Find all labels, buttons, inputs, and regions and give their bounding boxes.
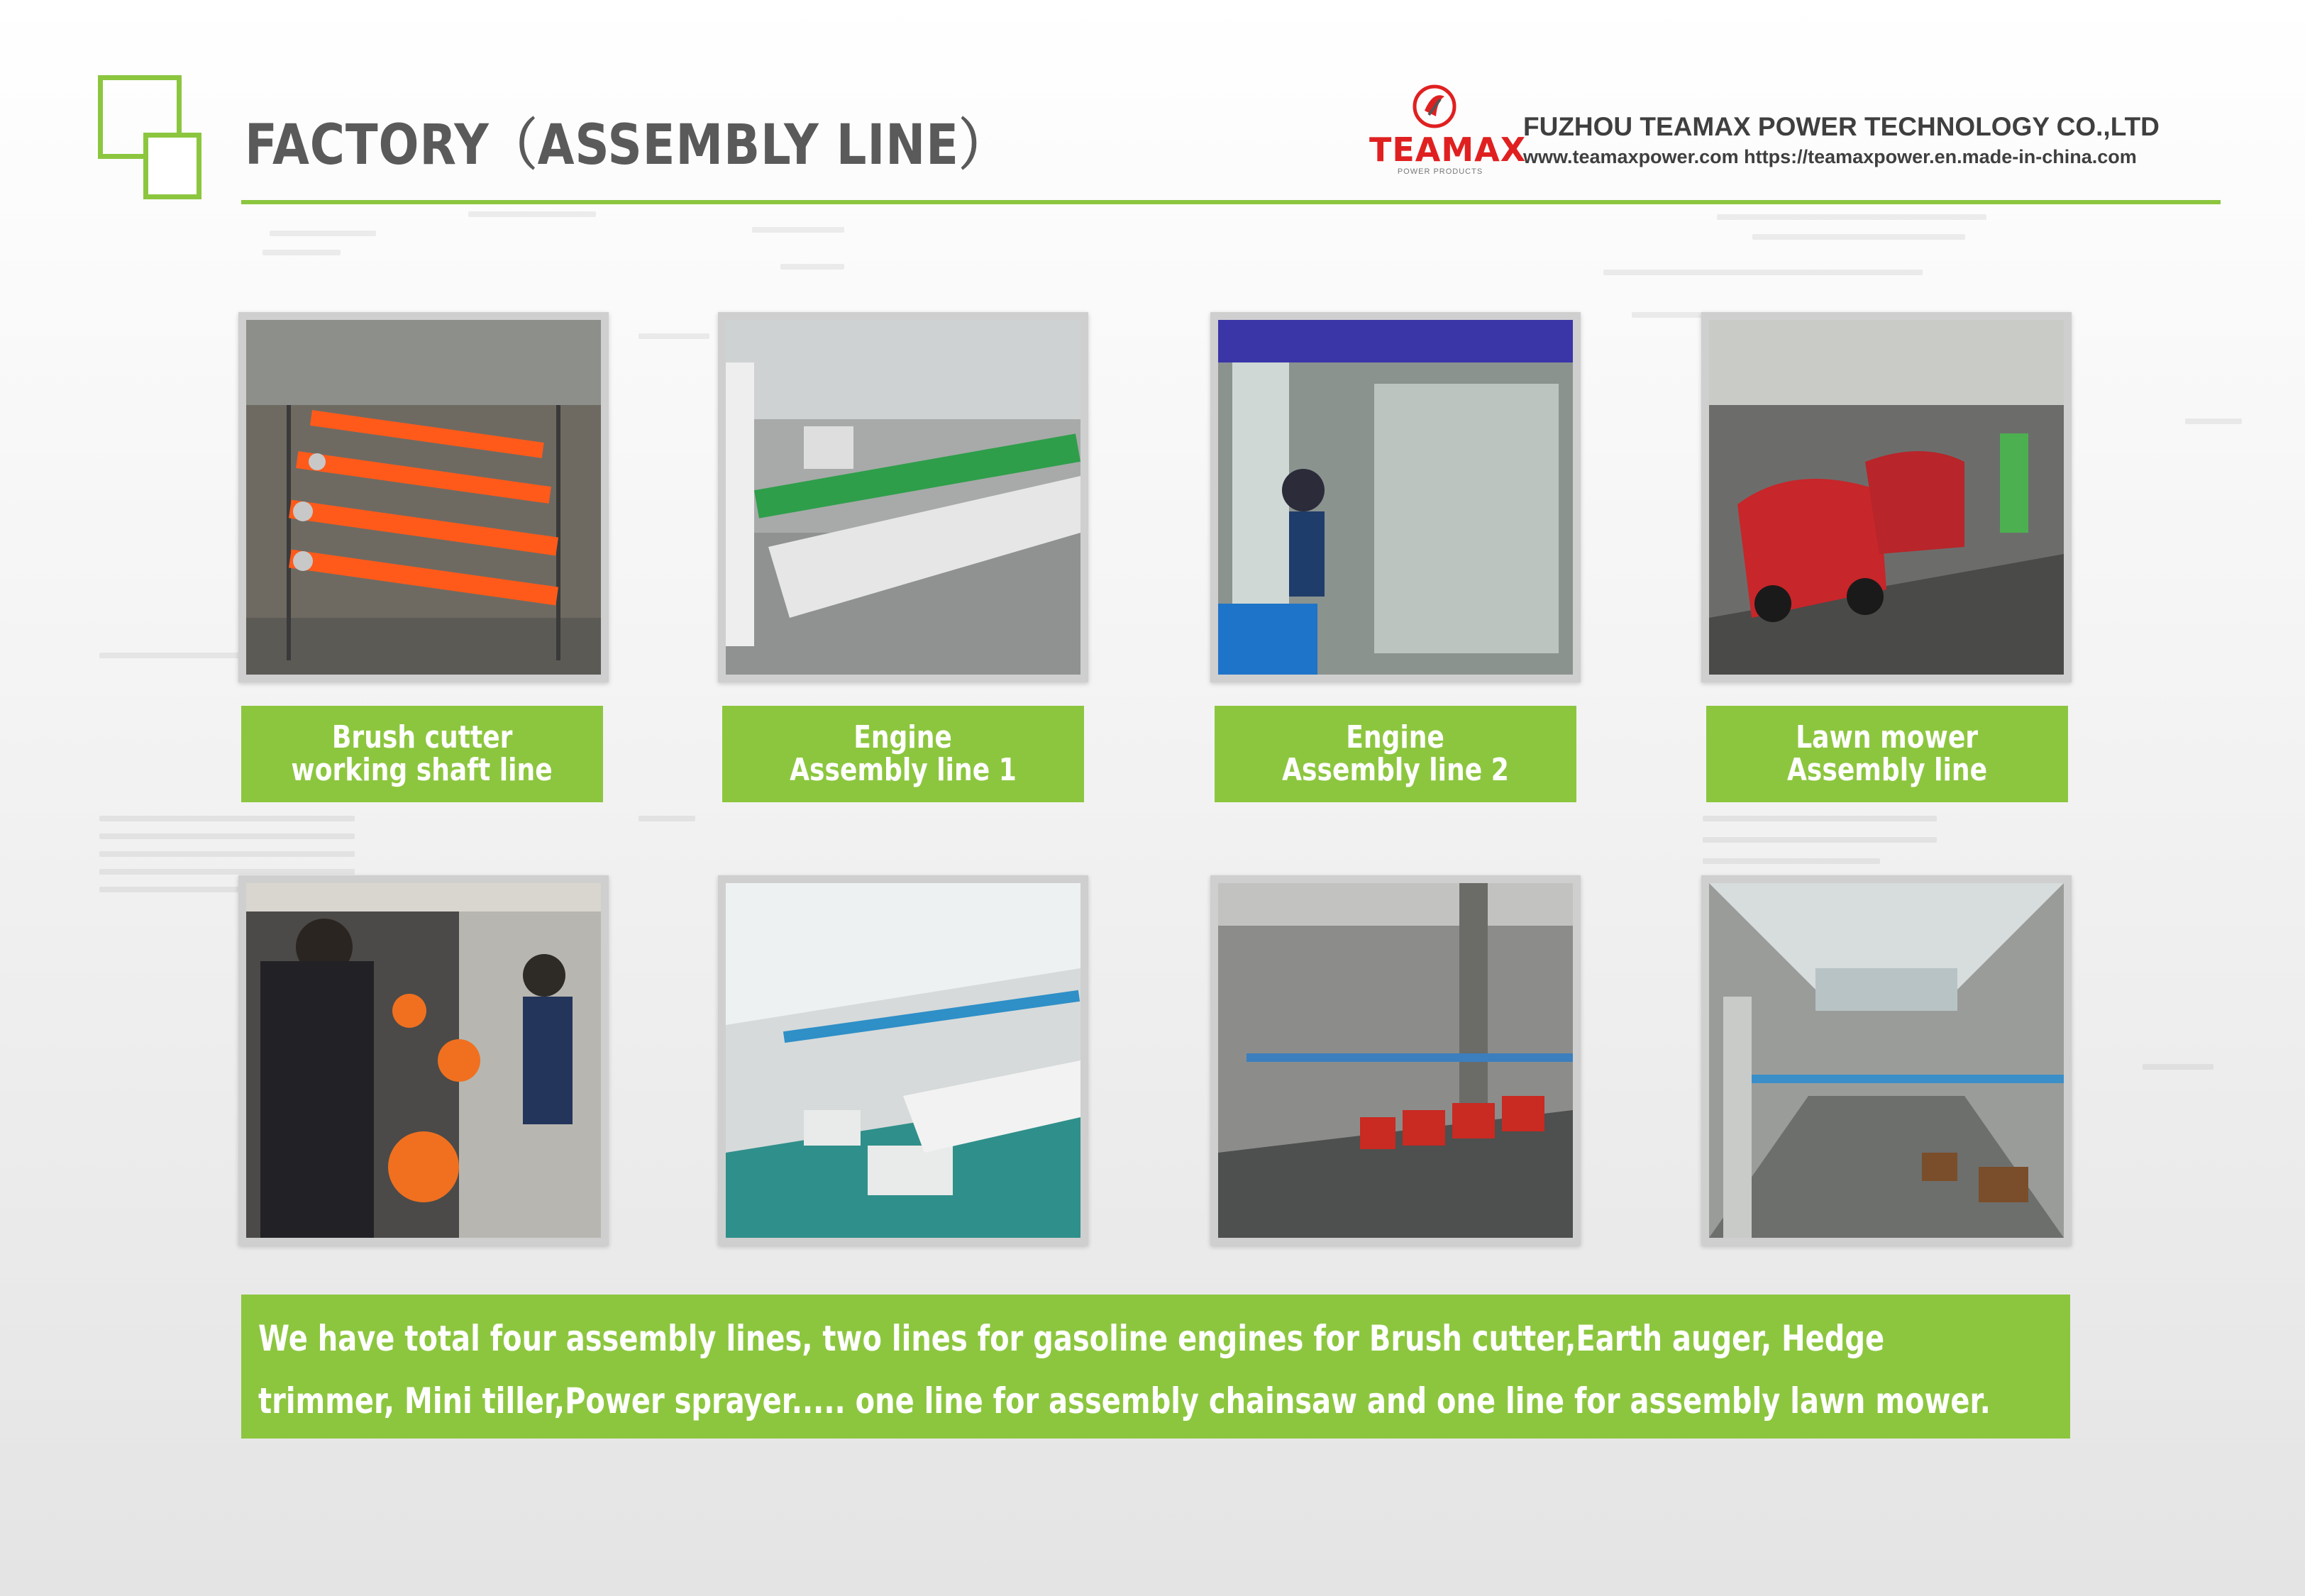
logo-square-inner [143,133,201,199]
photo-factory-hall [1701,875,2072,1246]
photo-workers-assembling [238,875,609,1246]
page-title: FACTORY（ASSEMBLY LINE） [245,113,1007,177]
summary-line-1: We have total four assembly lines, two lines for gasoline engines for Brush cutter,Earth auger, Hedge [258,1318,1885,1359]
brand-tagline: POWER PRODUCTS [1397,167,1483,176]
photo-engine-line-1 [718,312,1088,682]
caption-lawn-mower-line [1706,706,2068,802]
caption-line2: working shaft line [291,752,553,788]
caption-line1: Engine [1346,719,1445,755]
summary-line-2: trimmer, Mini tiller,Power sprayer..... one line for assembly chainsaw and one line for assembly lawn mower. [258,1380,1991,1422]
website-links: www.teamaxpower.com https://teamaxpower.en.made-in-china.com [1523,146,2137,167]
caption-line1: Brush cutter [331,719,513,755]
brand-logo [1369,84,1527,176]
summary-banner [241,1295,2070,1439]
company-name: FUZHOU TEAMAX POWER TECHNOLOGY CO.,LTD [1523,112,2160,141]
caption-brush-cutter-shaft [241,706,603,802]
caption-line1: Lawn mower [1796,719,1979,755]
photo-lawn-mower-line [1701,312,2072,682]
brand-emblem-icon [1412,84,1457,129]
caption-line2: Assembly line 1 [790,752,1017,788]
header-divider [241,200,2221,204]
brand-name: TEAMAX [1369,131,1527,169]
photo-warehouse-conveyor [718,875,1088,1246]
caption-engine-line-2 [1215,706,1576,802]
photo-brush-cutter-shaft [238,312,609,682]
caption-line1: Engine [853,719,953,755]
caption-line2: Assembly line [1786,752,1988,788]
photo-workshop-red-units [1210,875,1581,1246]
photo-engine-line-2 [1210,312,1581,682]
caption-line2: Assembly line 2 [1282,752,1509,788]
caption-engine-line-1 [722,706,1084,802]
